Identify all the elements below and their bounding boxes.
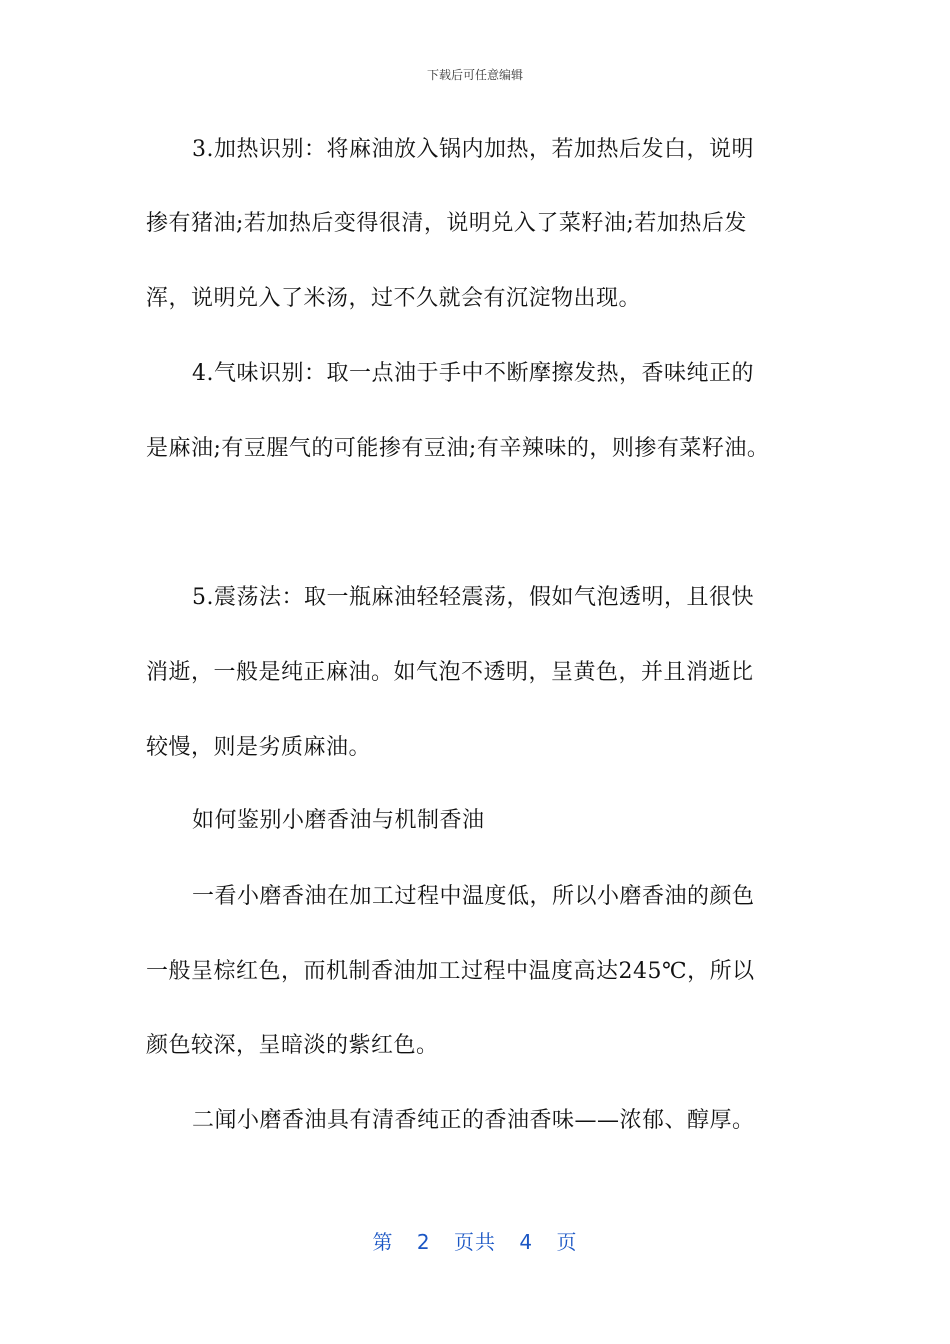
text-line: 颜色较深，呈暗淡的紫红色。 bbox=[146, 1033, 439, 1058]
footer-page-word: 第 bbox=[372, 1230, 394, 1254]
page-header-note: 下载后可任意编辑 bbox=[426, 68, 523, 82]
text-line: 是麻油;有豆腥气的可能掺有豆油;有辛辣味的，则掺有菜籽油。 bbox=[146, 436, 770, 461]
text-line: 5.震荡法：取一瓶麻油轻轻震荡，假如气泡透明，且很快 bbox=[192, 585, 754, 610]
text-line: 4.气味识别：取一点油于手中不断摩擦发热，香味纯正的 bbox=[192, 361, 754, 386]
text-line: 掺有猪油;若加热后变得很清，说明兑入了菜籽油;若加热后发 bbox=[146, 211, 747, 236]
text-line: 一般呈棕红色，而机制香油加工过程中温度高达245℃，所以 bbox=[146, 959, 755, 984]
heading-text: 如何鉴别小磨香油与机制香油 bbox=[192, 808, 485, 833]
text-line: 二闻小磨香油具有清香纯正的香油香味——浓郁、醇厚。 bbox=[192, 1108, 755, 1133]
footer-total-prefix: 页共 bbox=[454, 1230, 496, 1254]
text-line: 3.加热识别：将麻油放入锅内加热，若加热后发白，说明 bbox=[192, 137, 754, 162]
text-line: 浑，说明兑入了米汤，过不久就会有沉淀物出现。 bbox=[146, 286, 642, 311]
text-line: 一看小磨香油在加工过程中温度低，所以小磨香油的颜色 bbox=[192, 884, 755, 909]
footer-page-suffix: 页 bbox=[556, 1230, 578, 1254]
page-footer bbox=[0, 1226, 950, 1255]
text-line: 较慢，则是劣质麻油。 bbox=[146, 735, 372, 760]
footer-page-number: 2 bbox=[416, 1230, 431, 1254]
footer-total-pages: 4 bbox=[519, 1230, 534, 1254]
text-line: 消逝，一般是纯正麻油。如气泡不透明，呈黄色，并且消逝比 bbox=[146, 660, 754, 685]
